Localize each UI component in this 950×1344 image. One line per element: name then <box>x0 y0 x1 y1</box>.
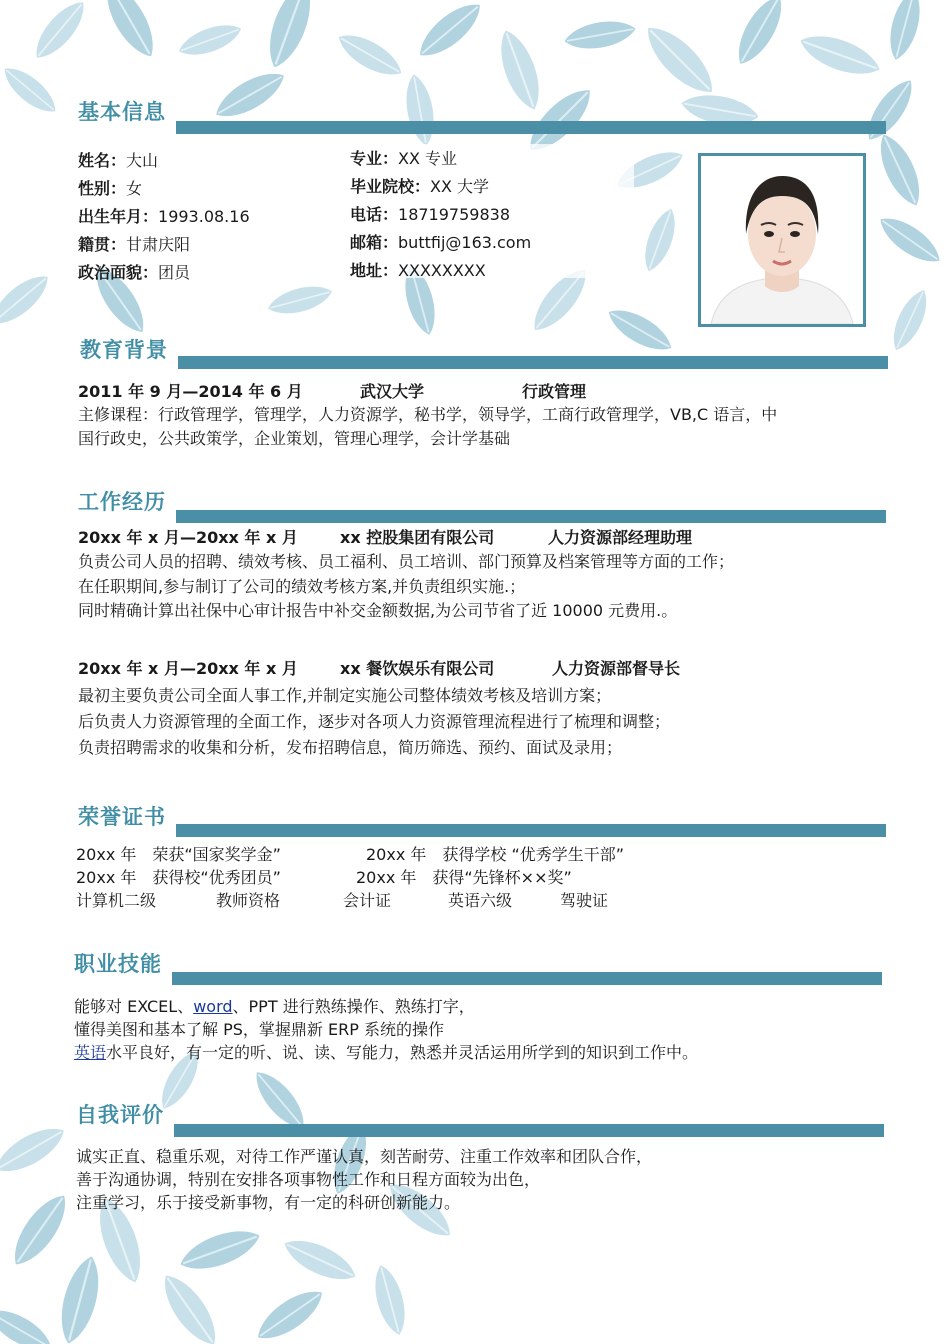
honor-1: 20xx 年 荣获“国家奖学金” <box>76 845 281 864</box>
honor-3: 20xx 年 获得校“优秀团员” <box>76 868 281 887</box>
info-school: 毕业院校：XX 大学 <box>350 177 490 196</box>
work-2-company: xx 餐饮娱乐有限公司 <box>340 659 495 678</box>
work-1-role: 人力资源部经理助理 <box>548 528 693 547</box>
info-address: 地址：XXXXXXXX <box>350 261 486 280</box>
work-2-role: 人力资源部督导长 <box>552 659 681 678</box>
section-title-basic: 基本信息 <box>78 100 166 124</box>
section-bar-basic <box>176 121 886 134</box>
honor-2: 20xx 年 获得学校 “优秀学生干部” <box>366 845 625 864</box>
info-political: 政治面貌：团员 <box>78 263 191 282</box>
section-bar-work <box>176 510 886 523</box>
info-phone: 电话：18719759838 <box>350 205 510 224</box>
english-link[interactable]: 英语 <box>74 1043 107 1062</box>
info-major: 专业：XX 专业 <box>350 149 458 168</box>
section-title-self: 自我评价 <box>76 1103 164 1127</box>
cert-1: 计算机二级 <box>76 891 157 910</box>
section-bar-honors <box>176 824 886 837</box>
edu-courses-1: 主修课程：行政管理学，管理学，人力资源学，秘书学，领导学，工商行政管理学，VB,C 语言，中 <box>78 405 778 424</box>
section-bar-education <box>178 356 888 369</box>
edu-courses-2: 国行政史，公共政策学，企业策划，管理心理学，会计学基础 <box>78 429 511 448</box>
section-title-honors: 荣誉证书 <box>78 805 166 829</box>
honor-4: 20xx 年 获得“先锋杯××奖” <box>356 868 572 887</box>
self-line-2: 善于沟通协调，特别在安排各项事物性工作和日程方面较为出色， <box>76 1170 541 1189</box>
word-link[interactable]: word <box>193 997 233 1016</box>
work-2-line-1: 最初主要负责公司全面人事工作,并制定实施公司整体绩效考核及培训方案； <box>78 686 612 705</box>
cert-5: 驾驶证 <box>560 891 609 910</box>
cert-4: 英语六级 <box>448 891 513 910</box>
info-gender: 性别：女 <box>78 179 143 198</box>
section-title-skills: 职业技能 <box>74 952 162 976</box>
work-1-line-2: 在任职期间,参与制订了公司的绩效考核方案,并负责组织实施.； <box>78 577 526 596</box>
info-native: 籍贯：甘肃庆阳 <box>78 235 191 254</box>
work-1-line-3: 同时精确计算出社保中心审计报告中补交金额数据,为公司节省了近 10000 元费用.。 <box>78 601 678 620</box>
work-1-period: 20xx 年 x 月—20xx 年 x 月 <box>78 528 298 547</box>
self-line-1: 诚实正直、稳重乐观，对待工作严谨认真，刻苦耐劳、注重工作效率和团队合作， <box>76 1147 653 1166</box>
skill-line-3: 英语水平良好，有一定的听、说、读、写能力，熟悉并灵活运用所学到的知识到工作中。 <box>74 1043 699 1062</box>
edu-school: 武汉大学 <box>360 382 425 401</box>
info-name: 姓名：大山 <box>78 151 159 170</box>
cert-3: 会计证 <box>343 891 392 910</box>
self-line-3: 注重学习，乐于接受新事物，有一定的科研创新能力。 <box>76 1193 461 1212</box>
section-title-work: 工作经历 <box>78 490 166 514</box>
section-bar-skills <box>172 972 882 985</box>
work-2-line-2: 后负责人力资源管理的全面工作，逐步对各项人力资源管理流程进行了梳理和调整； <box>78 712 671 731</box>
section-title-education: 教育背景 <box>80 338 168 362</box>
work-1-company: xx 控股集团有限公司 <box>340 528 495 547</box>
info-birth: 出生年月：1993.08.16 <box>78 207 250 226</box>
edu-period: 2011 年 9 月—2014 年 6 月 <box>78 382 303 401</box>
avatar <box>701 156 863 324</box>
work-1-line-1: 负责公司人员的招聘、绩效考核、员工福利、员工培训、部门预算及档案管理等方面的工作； <box>78 552 735 571</box>
cert-2: 教师资格 <box>216 891 281 910</box>
edu-major: 行政管理 <box>522 382 587 401</box>
work-2-line-3: 负责招聘需求的收集和分析，发布招聘信息，简历筛选、预约、面试及录用； <box>78 738 623 757</box>
section-bar-self <box>174 1124 884 1137</box>
skill-line-2: 懂得美图和基本了解 PS，掌握鼎新 ERP 系统的操作 <box>74 1020 444 1039</box>
info-email: 邮箱：buttfij@163.com <box>350 233 532 252</box>
skill-line-1: 能够对 EXCEL、word、PPT 进行熟练操作、熟练打字， <box>74 997 475 1016</box>
work-2-period: 20xx 年 x 月—20xx 年 x 月 <box>78 659 298 678</box>
profile-photo <box>698 153 866 327</box>
